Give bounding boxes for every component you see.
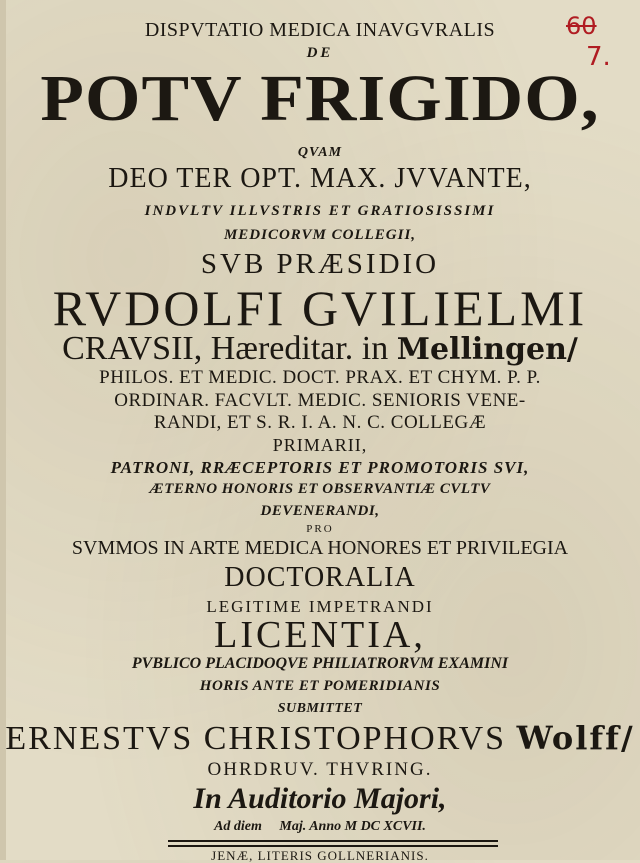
handwritten-note-top: 60 (566, 12, 597, 40)
randi-line: RANDI, ET S. R. I. A. N. C. COLLEGÆ (153, 412, 487, 433)
auditorio-line: In Auditorio Majori, (193, 782, 447, 815)
legitime-line: LEGITIME IMPETRANDI (206, 597, 434, 616)
doctoralia-line: DOCTORALIA (224, 562, 416, 593)
ohrdruv-line: OHRDRUV. THVRING. (207, 759, 433, 780)
rule-lower (168, 845, 498, 847)
submittet-line: SUBMITTET (277, 701, 363, 716)
wolff-text: Wolff/ (516, 719, 635, 757)
ernestus-line (0, 719, 640, 757)
rudolfi-line: RVDOLFI GVILIELMI (52, 280, 588, 336)
collegii-line: MEDICORVM COLLEGII, (223, 227, 417, 243)
mellingen-text: Mellingen/ (396, 332, 578, 367)
aeterno-line: ÆTERNO HONORIS ET OBSERVANTIÆ CVLTV (149, 481, 491, 497)
indultu-line: INDVLTV ILLVSTRIS ET GRATIOSISSIMI (144, 203, 496, 219)
devenerandi-line: DEVENERANDI, (260, 503, 380, 519)
crausii-text: CRAVSII, Hæreditar. in (62, 330, 389, 367)
pro-line: PRO (306, 523, 334, 535)
ad-diem-line: Ad diem Maj. Anno M DC XCVII. (214, 819, 426, 834)
licentia-line: LICENTIA, (214, 614, 426, 656)
philos-line: PHILOS. ET MEDIC. DOCT. PRAX. ET CHYM. P. P. (99, 367, 541, 388)
title-line-de: DE (306, 45, 334, 61)
horis-line: HORIS ANTE ET POMERIDIANIS (199, 678, 441, 694)
crausii-line (0, 332, 640, 366)
praesidio-line: SVB PRÆSIDIO (200, 248, 440, 280)
imprint-line: JENÆ, LITERIS GOLLNERIANIS. (211, 848, 429, 863)
main-title: POTV FRIGIDO, (40, 62, 600, 135)
primarii-line: PRIMARII, (272, 435, 368, 455)
ernestus-text: ERNESTVS CHRISTOPHORVS (5, 720, 507, 757)
summos-line: SVMMOS IN ARTE MEDICA HONORES ET PRIVILEGIA (71, 537, 569, 559)
patroni-line: PATRONI, RRÆCEPTORIS ET PROMOTORIS SVI, (110, 458, 530, 477)
handwritten-note-bottom: 7. (586, 42, 611, 72)
rule-upper (168, 840, 498, 842)
deo-line: DEO TER OPT. MAX. JVVANTE, (108, 163, 532, 194)
quam-line: QVAM (297, 145, 343, 160)
ordinar-line: ORDINAR. FACVLT. MEDIC. SENIORIS VENE- (114, 390, 526, 411)
publico-line: PVBLICO PLACIDOQVE PHILIATRORVM EXAMINI (131, 655, 509, 672)
title-line-1: DISPVTATIO MEDICA INAVGVRALIS (144, 19, 496, 41)
